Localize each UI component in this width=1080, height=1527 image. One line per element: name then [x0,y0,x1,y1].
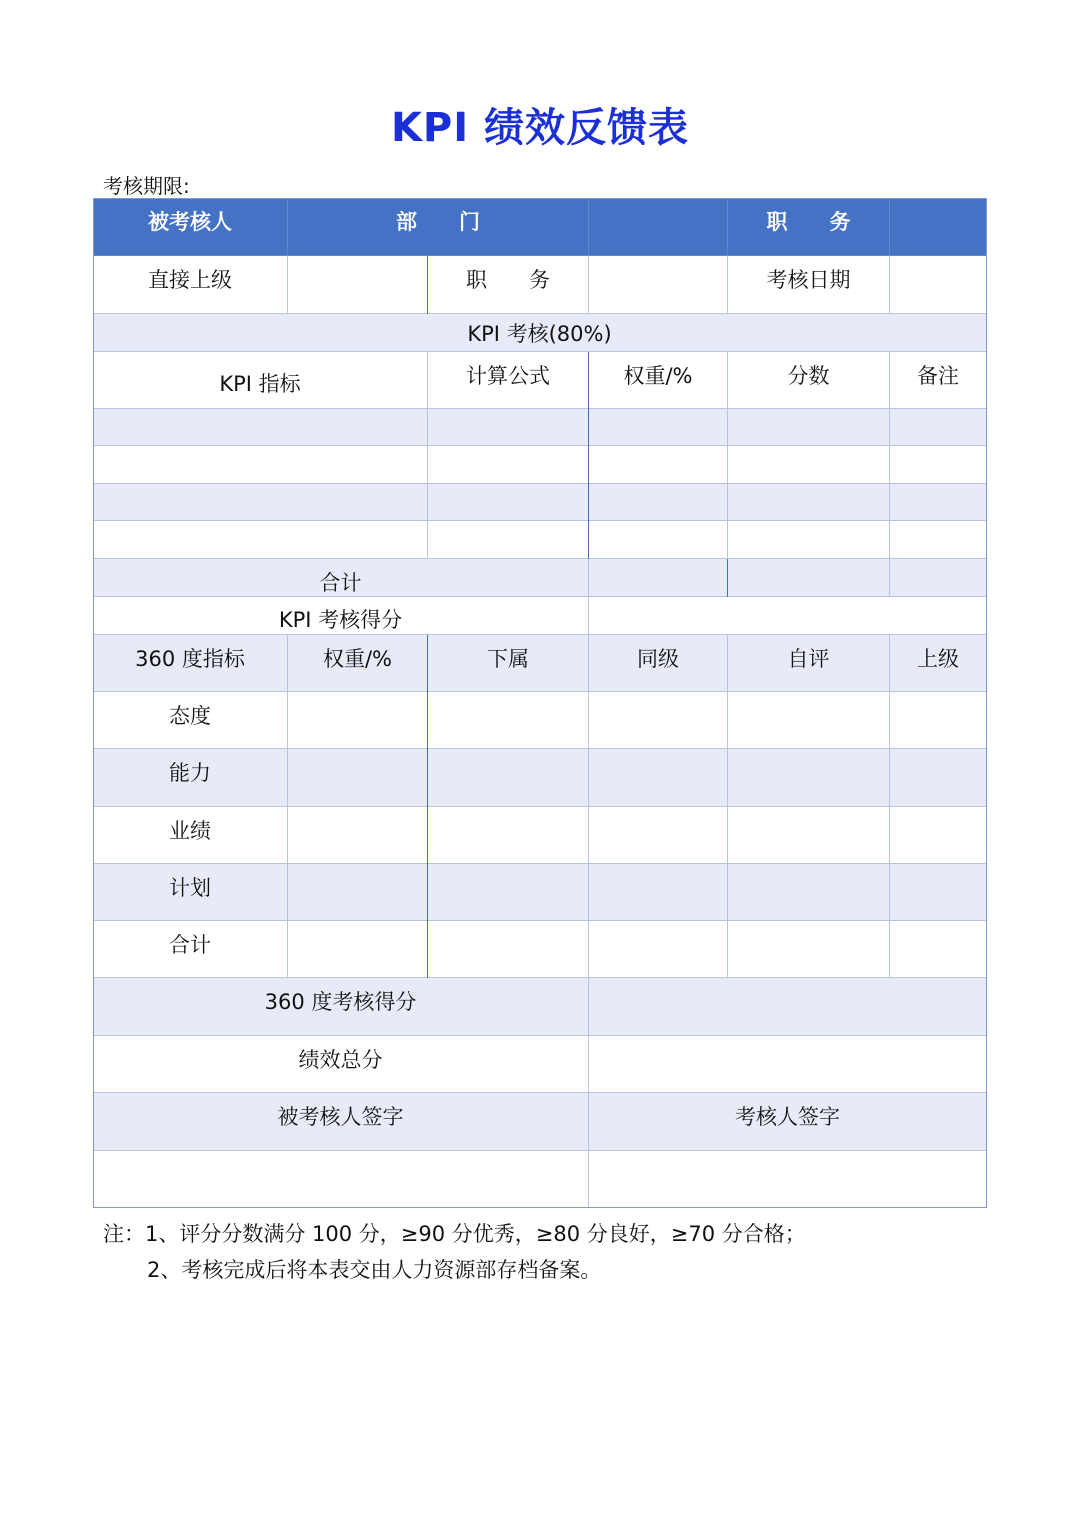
kpi-total-weight[interactable] [589,559,728,597]
kpi-score-cell[interactable] [728,446,890,484]
r360-peer-cell[interactable] [589,692,728,749]
r360-subordinate-cell[interactable] [428,864,589,921]
kpi-score-label: KPI 考核得分 [93,597,589,635]
r360-score-value[interactable] [589,978,987,1036]
r360-self-cell[interactable] [728,749,890,807]
column-divider [588,352,589,559]
r360-subordinate-cell[interactable] [428,807,589,864]
position-value[interactable] [890,198,987,256]
kpi-score-cell[interactable] [728,409,890,446]
total-score-value[interactable] [589,1036,987,1093]
department-value[interactable] [589,198,728,256]
r360-superior-cell[interactable] [890,921,987,978]
r360-superior-cell[interactable] [890,807,987,864]
r360-subordinate-cell[interactable] [428,692,589,749]
supervisor-position-label: 职 务 [428,256,589,314]
kpi-total-label: 合计 [93,559,589,597]
supervisor-label: 直接上级 [93,256,288,314]
kpi-score-cell[interactable] [728,484,890,521]
r360-self-cell[interactable] [728,921,890,978]
r360-weight-cell[interactable] [288,921,428,978]
kpi-formula-header: 计算公式 [428,352,589,409]
r360-self-cell[interactable] [728,807,890,864]
kpi-indicator-cell[interactable] [93,446,428,484]
r360-row-label: 合计 [93,921,288,978]
note-line-1: 注：1、评分分数满分 100 分，≥90 分优秀，≥80 分良好，≥70 分合格； [103,1222,806,1246]
r360-peer-cell[interactable] [589,749,728,807]
kpi-indicator-header: KPI 指标 [93,352,428,409]
kpi-remark-cell[interactable] [890,409,987,446]
r360-subordinate-header: 下属 [428,635,589,692]
column-divider [427,635,428,978]
r360-weight-cell[interactable] [288,692,428,749]
employee-header: 被考核人 [93,198,288,256]
r360-row-label: 业绩 [93,807,288,864]
kpi-formula-cell[interactable] [428,446,589,484]
kpi-weight-cell[interactable] [589,484,728,521]
review-date-value[interactable] [890,256,987,314]
total-score-label: 绩效总分 [93,1036,589,1093]
kpi-weight-cell[interactable] [589,409,728,446]
kpi-weight-cell[interactable] [589,446,728,484]
kpi-score-cell[interactable] [728,521,890,559]
r360-peer-cell[interactable] [589,921,728,978]
kpi-score-value[interactable] [589,597,987,635]
kpi-indicator-cell[interactable] [93,484,428,521]
kpi-remark-header: 备注 [890,352,987,409]
employee-signature-field[interactable] [93,1151,589,1208]
r360-self-header: 自评 [728,635,890,692]
column-divider [986,978,987,1036]
kpi-indicator-cell[interactable] [93,521,428,559]
kpi-total-score[interactable] [728,559,890,597]
r360-score-label: 360 度考核得分 [93,978,589,1036]
review-period-label: 考核期限: [103,174,190,198]
column-divider [427,256,428,314]
page-title: KPI 绩效反馈表 [390,105,690,151]
r360-row-label: 态度 [93,692,288,749]
kpi-section-title: KPI 考核(80%) [93,314,987,352]
review-date-label: 考核日期 [728,256,890,314]
note-line-2: 2、考核完成后将本表交由人力资源部存档备案。 [147,1258,602,1282]
kpi-formula-cell[interactable] [428,409,589,446]
kpi-weight-cell[interactable] [589,521,728,559]
r360-peer-cell[interactable] [589,864,728,921]
kpi-remark-cell[interactable] [890,521,987,559]
supervisor-value[interactable] [288,256,428,314]
column-divider [727,559,728,597]
r360-row-label: 计划 [93,864,288,921]
r360-row-label: 能力 [93,749,288,807]
r360-subordinate-cell[interactable] [428,749,589,807]
r360-self-cell[interactable] [728,864,890,921]
r360-self-cell[interactable] [728,692,890,749]
r360-weight-cell[interactable] [288,807,428,864]
supervisor-position-value[interactable] [589,256,728,314]
kpi-formula-cell[interactable] [428,484,589,521]
r360-weight-header: 权重/% [288,635,428,692]
position-header: 职 务 [728,198,890,256]
r360-peer-cell[interactable] [589,807,728,864]
kpi-remark-cell[interactable] [890,484,987,521]
r360-superior-cell[interactable] [890,749,987,807]
kpi-remark-cell[interactable] [890,446,987,484]
r360-superior-header: 上级 [890,635,987,692]
reviewer-signature-label: 考核人签字 [589,1093,987,1151]
r360-superior-cell[interactable] [890,864,987,921]
r360-subordinate-cell[interactable] [428,921,589,978]
kpi-score-header: 分数 [728,352,890,409]
r360-weight-cell[interactable] [288,749,428,807]
kpi-weight-header: 权重/% [589,352,728,409]
r360-superior-cell[interactable] [890,692,987,749]
kpi-formula-cell[interactable] [428,521,589,559]
r360-indicator-header: 360 度指标 [93,635,288,692]
column-divider [986,597,987,635]
kpi-total-remark[interactable] [890,559,987,597]
employee-signature-label: 被考核人签字 [93,1093,589,1151]
reviewer-signature-field[interactable] [589,1151,987,1208]
r360-weight-cell[interactable] [288,864,428,921]
r360-peer-header: 同级 [589,635,728,692]
department-header: 部 门 [288,198,589,256]
kpi-indicator-cell[interactable] [93,409,428,446]
